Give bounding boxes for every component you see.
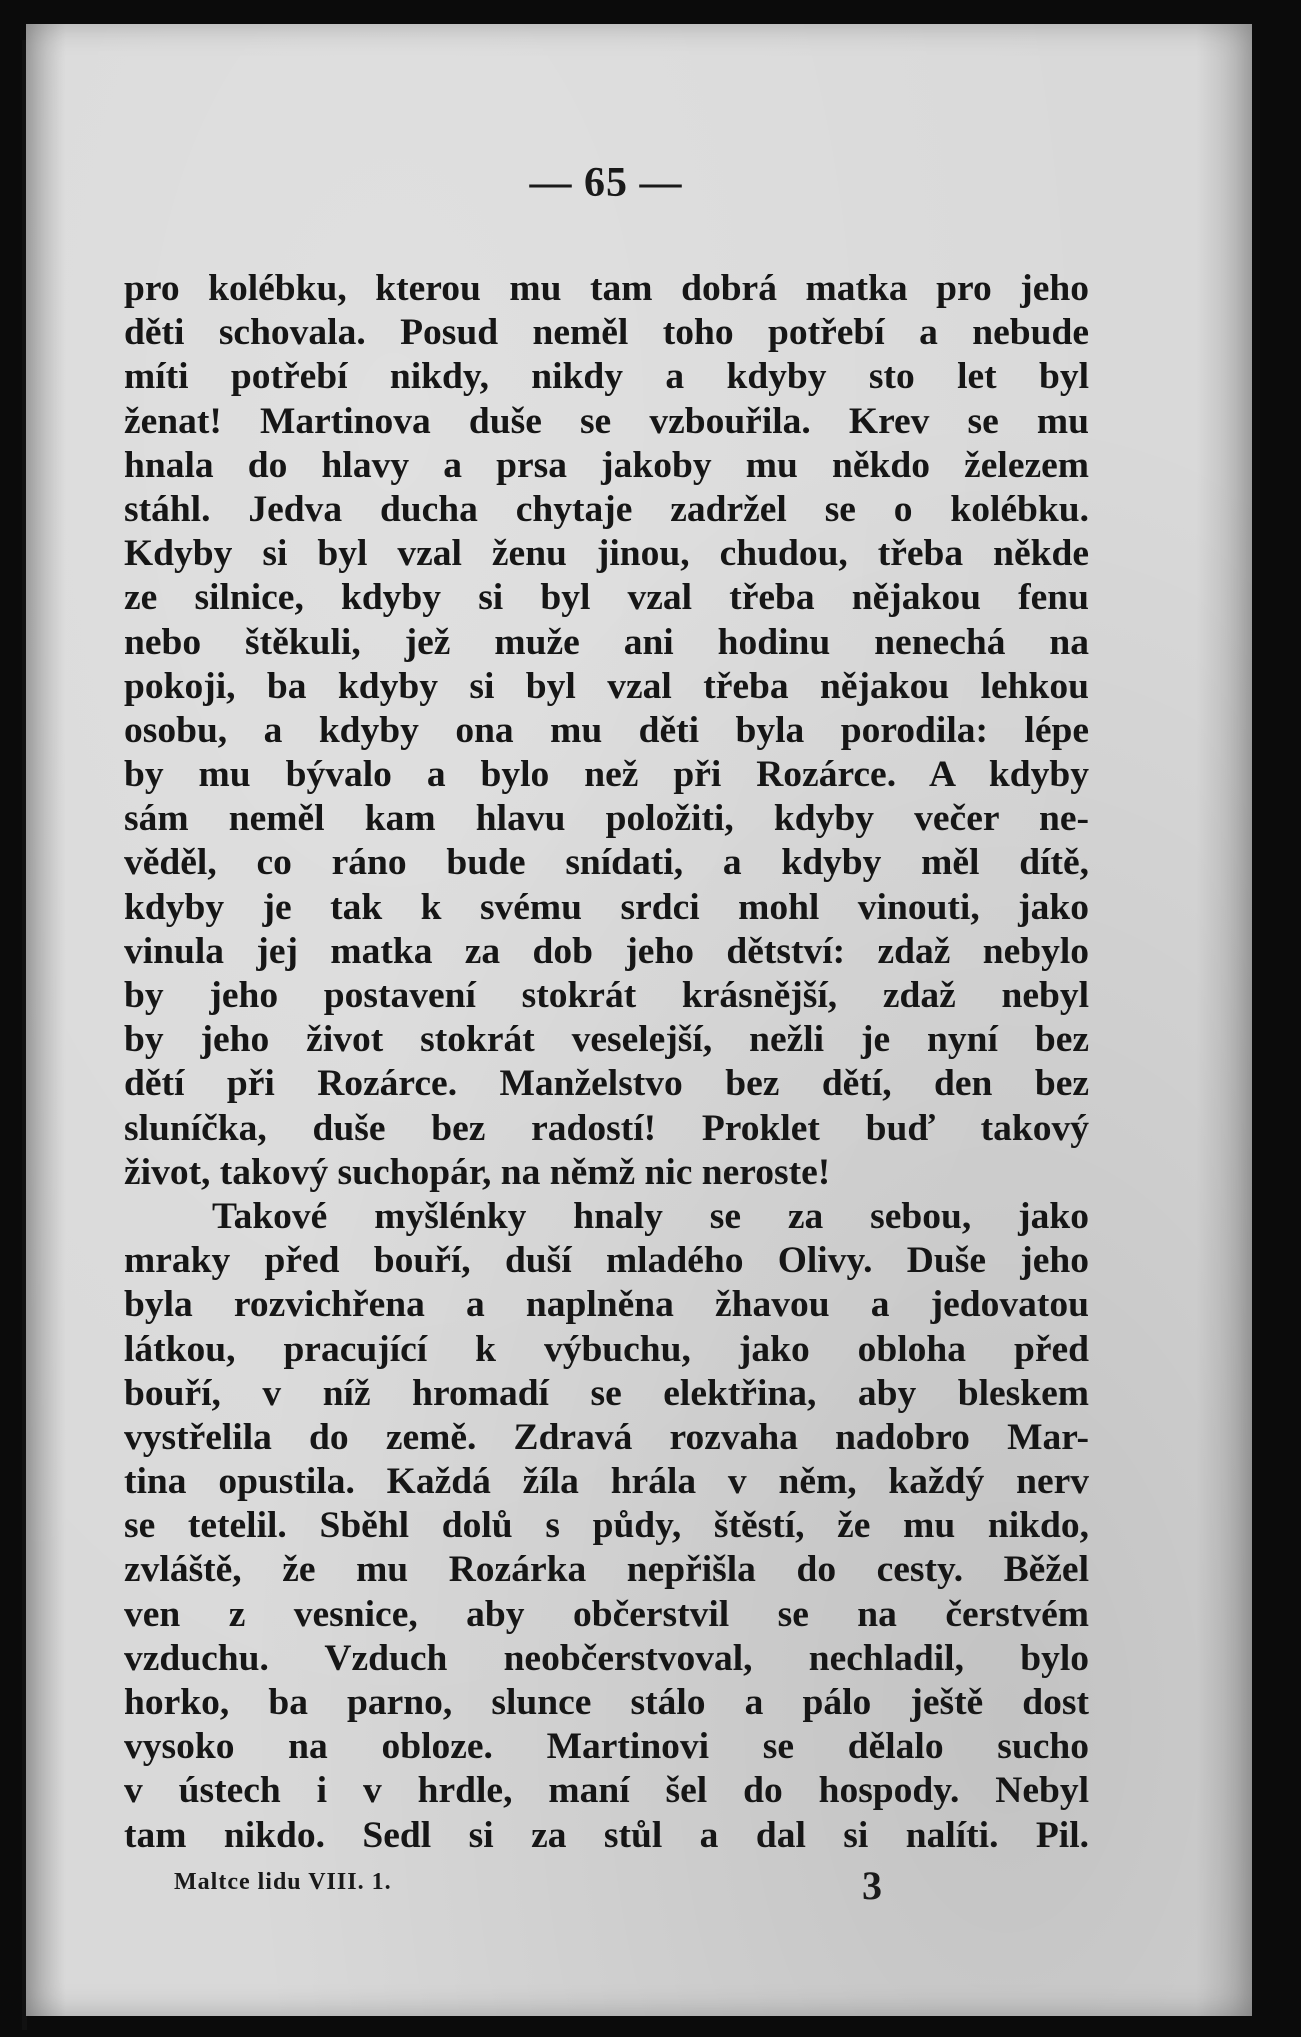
text-line: vysoko na obloze. Martinovi se dělalo sucho xyxy=(124,1726,1089,1768)
text-line: sluníčka, duše bez radostí! Proklet buď takový xyxy=(124,1107,1089,1149)
text-line: byla rozvichřena a naplněna žhavou a jedovatou xyxy=(124,1284,1089,1326)
text-line: by mu bývalo a bylo než při Rozárce. A kdyby xyxy=(124,754,1089,796)
text-line: sám neměl kam hlavu položiti, kdyby večer ne- xyxy=(124,798,1089,840)
text-line: tam nikdo. Sedl si za stůl a dal si nalíti. Pil. xyxy=(124,1814,1089,1856)
text-line: ženat! Martinova duše se vzbouřila. Krev se mu xyxy=(124,400,1089,442)
text-line: Kdyby si byl vzal ženu jinou, chudou, třeba někde xyxy=(124,533,1089,575)
text-line: stáhl. Jedva ducha chytaje zadržel se o kolébku. xyxy=(124,488,1089,530)
text-line: nebo štěkuli, jež muže ani hodinu nenechá na xyxy=(124,621,1089,663)
text-line: zvláště, že mu Rozárka nepřišla do cesty. Běžel xyxy=(124,1549,1089,1591)
text-line: vystřelila do země. Zdravá rozvaha nadobro Mar- xyxy=(124,1416,1089,1458)
text-line: vzduchu. Vzduch neobčerstvoval, nechladil, bylo xyxy=(124,1637,1089,1679)
text-line: pokoji, ba kdyby si byl vzal třeba nějakou lehkou xyxy=(124,665,1089,707)
text-line: látkou, pracující k výbuchu, jako obloha před xyxy=(124,1328,1089,1370)
text-line: pro kolébku, kterou mu tam dobrá matka pro jeho xyxy=(124,268,1089,309)
text-line: věděl, co ráno bude snídati, a kdyby měl dítě, xyxy=(124,842,1089,884)
text-line: mraky před bouří, duší mladého Olivy. Duše jeho xyxy=(124,1240,1089,1282)
text-line: horko, ba parno, slunce stálo a pálo ještě dost xyxy=(124,1682,1089,1723)
text-line: osobu, a kdyby ona mu děti byla porodila: lépe xyxy=(124,709,1089,751)
page-body-text xyxy=(124,267,1089,1858)
sheet-number: 3 xyxy=(862,1863,882,1908)
text-line: tina opustila. Každá žíla hrála v něm, každý nerv xyxy=(124,1461,1089,1503)
text-line: dětí při Rozárce. Manželstvo bez dětí, den bez xyxy=(124,1063,1089,1105)
text-line: hnala do hlavy a prsa jakoby mu někdo železem xyxy=(124,444,1089,486)
text-line: se tetelil. Sběhl dolů s půdy, štěstí, že mu nikdo, xyxy=(124,1505,1089,1547)
text-line: děti schovala. Posud neměl toho potřebí a nebude xyxy=(124,312,1089,354)
text-line: bouří, v níž hromadí se elektřina, aby bleskem xyxy=(124,1372,1089,1414)
text-line: ze silnice, kdyby si byl vzal třeba nějakou fenu xyxy=(124,577,1089,619)
text-line: by jeho postavení stokrát krásnější, zdaž nebyl xyxy=(124,975,1089,1016)
text-line: vinula jej matka za dob jeho dětství: zdaž nebylo xyxy=(124,930,1089,972)
text-line: ven z vesnice, aby občerstvil se na čerstvém xyxy=(124,1593,1089,1635)
text-line: míti potřebí nikdy, nikdy a kdyby sto let byl xyxy=(124,356,1089,398)
text-line: v ústech i v hrdle, maní šel do hospody. Nebyl xyxy=(124,1770,1089,1812)
text-line: život, takový suchopár, na němž nic neroste! xyxy=(124,1151,831,1193)
text-line: by jeho život stokrát veselejší, nežli je nyní bez xyxy=(124,1019,1089,1061)
printer-signature: Maltce lidu VIII. 1. xyxy=(174,1869,392,1895)
book-page xyxy=(26,24,1252,2016)
text-line: Takové myšlénky hnaly se za sebou, jako xyxy=(212,1195,1089,1237)
text-line: kdyby je tak k svému srdci mohl vinouti, jako xyxy=(124,886,1089,928)
page-number: — 65 — xyxy=(529,160,683,206)
